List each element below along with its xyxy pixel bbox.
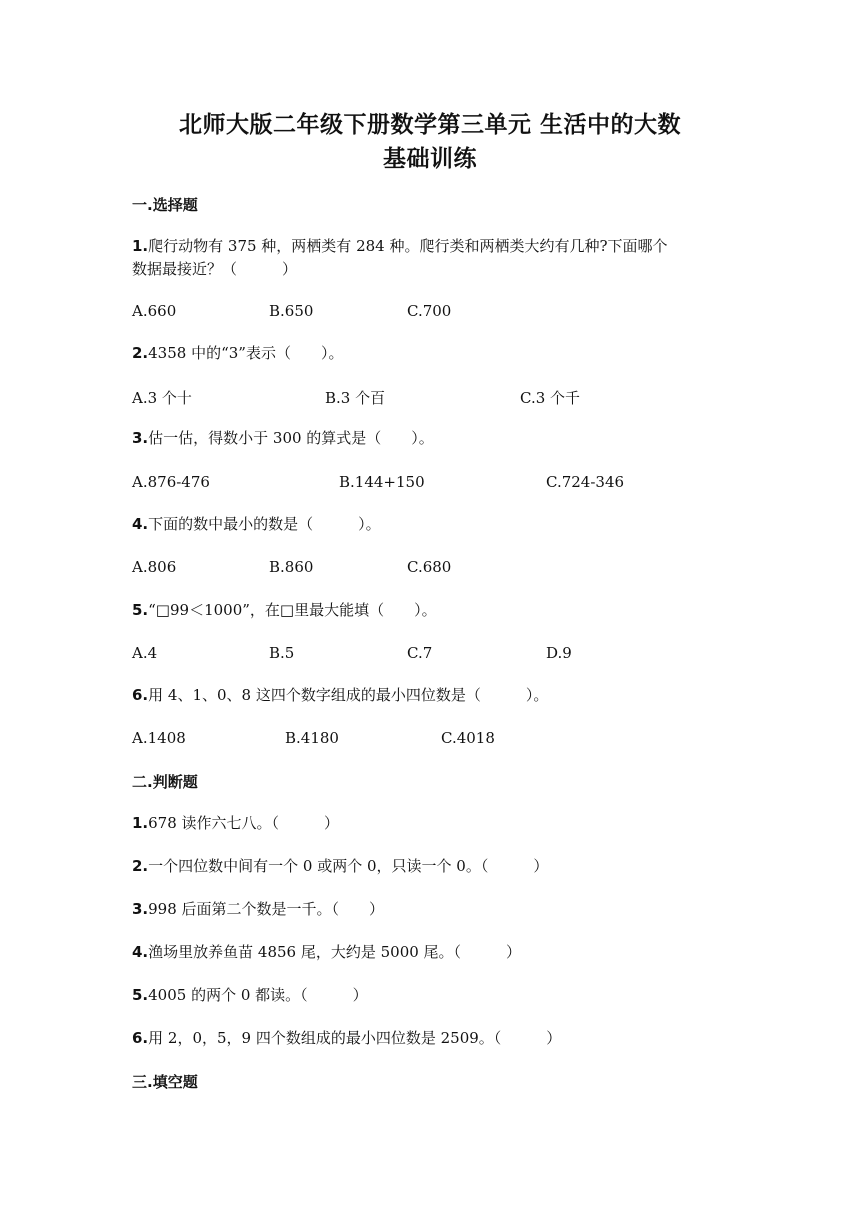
question-number: 2. [132,344,149,362]
choice-question-2 [132,340,343,366]
question-number: 2. [132,857,149,875]
option-b: B.3 个百 [325,389,386,407]
section-heading-judge: 二.判断题 [132,773,198,791]
question-number: 3. [132,900,149,918]
section-heading-fill: 三.填空题 [132,1073,198,1091]
choice-question-1-line2: 数据最接近？（ ） [132,260,298,278]
option-c: C.4018 [441,729,495,747]
question-text: 998 后面第二个数是一千。（ ） [148,900,385,918]
question-number: 4. [132,515,149,533]
doc-title-line2: 基础训练 [383,146,477,172]
question-number: 5. [132,601,149,619]
option-a: A.876-476 [132,473,210,491]
option-b: B.860 [269,558,314,576]
option-b: B.144+150 [339,473,425,491]
question-number: 6. [132,686,149,704]
option-a: A.4 [132,644,158,662]
choice-question-3 [132,425,434,451]
question-text: 678 读作六七八。（ ） [148,814,340,832]
option-a: A.806 [132,558,177,576]
question-text: 用 4、1、0、8 这四个数字组成的最小四位数是（ ）。 [148,686,549,704]
question-number: 4. [132,943,149,961]
doc-title-line1: 北师大版二年级下册数学第三单元 生活中的大数 [178,112,681,138]
option-d: D.9 [546,644,572,662]
option-c: C.700 [407,302,452,320]
question-text: 一个四位数中间有一个 0 或两个 0，只读一个 0。（ ） [148,857,549,875]
question-text: 估一估，得数小于 300 的算式是（ ）。 [148,429,434,447]
choice-question-5 [132,597,437,623]
option-c: C.680 [407,558,452,576]
question-number: 1. [132,814,149,832]
option-c: C.7 [407,644,433,662]
judge-question-6 [132,1025,561,1051]
question-text: 下面的数中最小的数是（ ）。 [148,515,381,533]
section-heading-choice: 一.选择题 [132,196,198,214]
judge-question-5 [132,982,368,1008]
option-b: B.4180 [285,729,339,747]
choice-question-4 [132,511,381,537]
option-b: B.650 [269,302,314,320]
question-text: 爬行动物有 375 种，两栖类有 284 种。爬行类和两栖类大约有几种?下面哪个 [148,237,668,255]
question-text: 用 2，0，5，9 四个数组成的最小四位数是 2509。（ ） [148,1029,562,1047]
option-a: A.1408 [132,729,186,747]
judge-question-4 [132,939,521,965]
option-a: A.3 个十 [132,389,192,407]
question-text: 渔场里放养鱼苗 4856 尾，大约是 5000 尾。（ ） [148,943,522,961]
choice-question-6 [132,682,548,708]
question-number: 5. [132,986,149,1004]
question-number: 6. [132,1029,149,1047]
question-text: 4005 的两个 0 都读。（ ） [148,986,368,1004]
question-number: 3. [132,429,149,447]
judge-question-3 [132,896,384,922]
question-number: 1. [132,237,149,255]
option-a: A.660 [132,302,177,320]
judge-question-2 [132,853,548,879]
judge-question-1 [132,810,339,836]
option-b: B.5 [269,644,295,662]
option-c: C.724-346 [546,473,625,491]
question-text: “□99＜1000”，在□里最大能填（ ）。 [148,601,437,619]
question-text: 4358 中的“3”表示（ ）。 [148,344,344,362]
option-c: C.3 个千 [520,389,581,407]
